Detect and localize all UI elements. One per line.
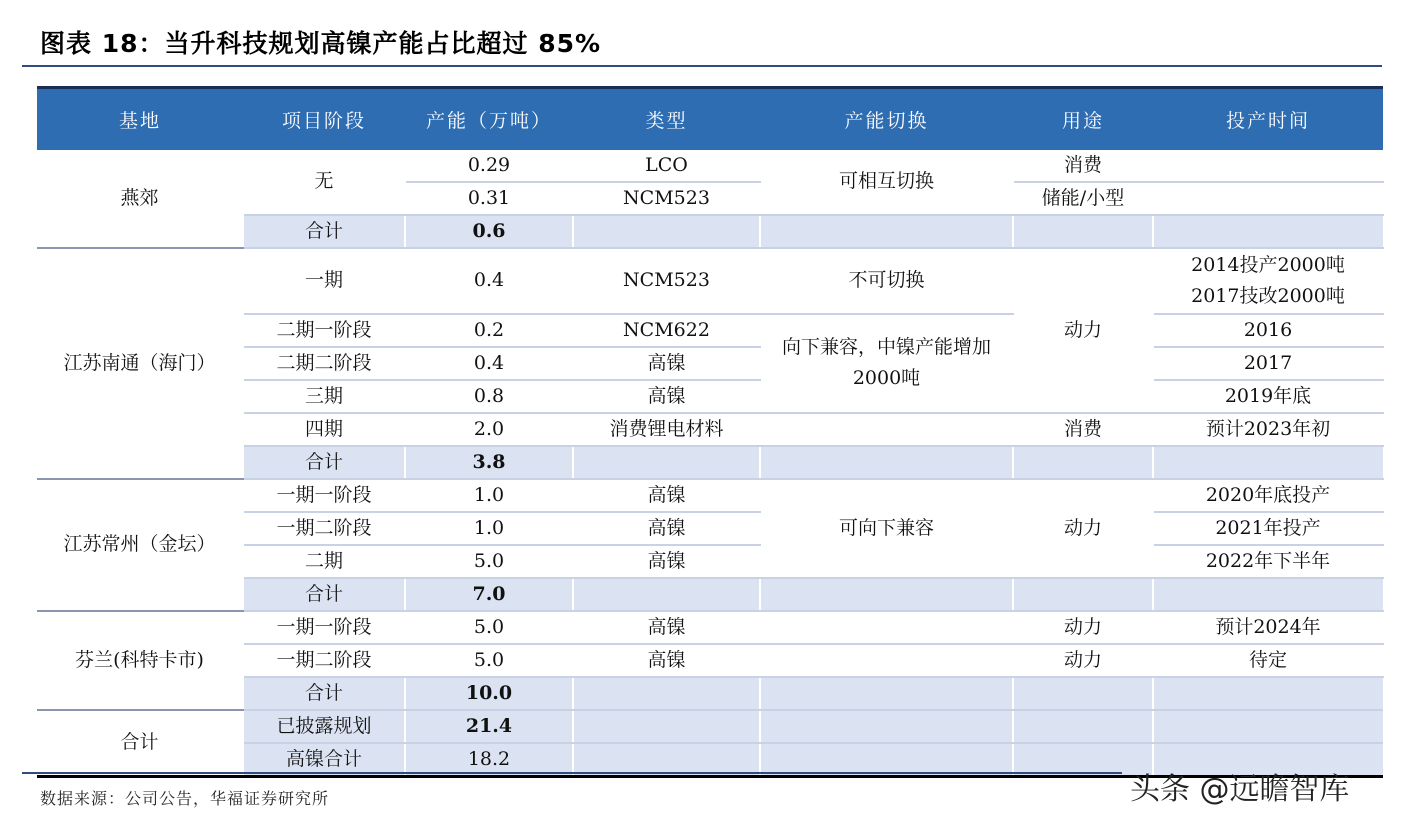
use-cell: 动力 bbox=[1013, 479, 1153, 578]
type-cell: 高镍 bbox=[573, 347, 760, 380]
capacity-cell: 1.0 bbox=[405, 479, 573, 512]
type-cell: 高镍 bbox=[573, 644, 760, 677]
capacity-cell: 0.2 bbox=[405, 314, 573, 347]
subtotal-label: 合计 bbox=[243, 446, 405, 479]
header-switch: 产能切换 bbox=[760, 88, 1013, 150]
header-base: 基地 bbox=[37, 88, 243, 150]
capacity-cell: 5.0 bbox=[405, 644, 573, 677]
type-cell: NCM523 bbox=[573, 248, 760, 314]
stage-cell: 二期二阶段 bbox=[243, 347, 405, 380]
stage-cell: 三期 bbox=[243, 380, 405, 413]
total-value: 18.2 bbox=[405, 743, 573, 777]
figure-title: 图表 18：当升科技规划高镍产能占比超过 85% bbox=[40, 29, 602, 58]
source-note: 数据来源：公司公告，华福证券研究所 bbox=[40, 789, 330, 808]
base-finland: 芬兰(科特卡市) bbox=[37, 611, 243, 710]
time-cell: 预计2024年 bbox=[1153, 611, 1383, 644]
stage-cell: 一期二阶段 bbox=[243, 512, 405, 545]
switch-cell: 可向下兼容 bbox=[760, 479, 1013, 578]
switch-cell: 不可切换 bbox=[760, 248, 1013, 314]
use-cell: 动力 bbox=[1013, 248, 1153, 413]
use-cell: 消费 bbox=[1013, 413, 1153, 446]
subtotal-value: 7.0 bbox=[405, 578, 573, 611]
type-cell: 高镍 bbox=[573, 611, 760, 644]
time-cell: 2020年底投产 bbox=[1153, 479, 1383, 512]
table-row bbox=[37, 611, 1383, 644]
footer-divider bbox=[22, 772, 1122, 774]
capacity-table bbox=[37, 86, 1384, 778]
time-cell: 2022年下半年 bbox=[1153, 545, 1383, 578]
stage-cell: 无 bbox=[243, 150, 405, 215]
total-label: 高镍合计 bbox=[243, 743, 405, 777]
use-cell: 消费 bbox=[1013, 150, 1153, 182]
capacity-cell: 0.4 bbox=[405, 248, 573, 314]
stage-cell: 二期一阶段 bbox=[243, 314, 405, 347]
capacity-cell: 2.0 bbox=[405, 413, 573, 446]
base-changzhou: 江苏常州（金坛） bbox=[37, 479, 243, 611]
stage-cell: 二期 bbox=[243, 545, 405, 578]
switch-cell: 可相互切换 bbox=[760, 150, 1013, 215]
type-cell: NCM622 bbox=[573, 314, 760, 347]
time-cell: 2017 bbox=[1153, 347, 1383, 380]
base-total: 合计 bbox=[37, 710, 243, 777]
time-cell bbox=[1153, 150, 1383, 182]
type-cell: 高镍 bbox=[573, 512, 760, 545]
capacity-cell: 5.0 bbox=[405, 545, 573, 578]
base-nantong: 江苏南通（海门） bbox=[37, 248, 243, 479]
table-row bbox=[37, 248, 1383, 314]
subtotal-value: 10.0 bbox=[405, 677, 573, 710]
capacity-cell: 0.8 bbox=[405, 380, 573, 413]
stage-cell: 一期 bbox=[243, 248, 405, 314]
capacity-cell: 1.0 bbox=[405, 512, 573, 545]
capacity-cell: 5.0 bbox=[405, 611, 573, 644]
capacity-cell: 0.29 bbox=[405, 150, 573, 182]
switch-cell bbox=[760, 413, 1013, 446]
total-value: 21.4 bbox=[405, 710, 573, 743]
base-yanjiao: 燕郊 bbox=[37, 150, 243, 248]
time-cell: 2021年投产 bbox=[1153, 512, 1383, 545]
switch-cell bbox=[760, 644, 1013, 677]
header-time: 投产时间 bbox=[1153, 88, 1383, 150]
table-row bbox=[37, 479, 1383, 512]
use-cell: 储能/小型 bbox=[1013, 182, 1153, 215]
total-label: 已披露规划 bbox=[243, 710, 405, 743]
stage-cell: 一期一阶段 bbox=[243, 611, 405, 644]
switch-cell bbox=[760, 611, 1013, 644]
header-type: 类型 bbox=[573, 88, 760, 150]
type-cell: 高镍 bbox=[573, 545, 760, 578]
type-cell: LCO bbox=[573, 150, 760, 182]
use-cell: 动力 bbox=[1013, 611, 1153, 644]
time-cell: 2016 bbox=[1153, 314, 1383, 347]
capacity-cell: 0.4 bbox=[405, 347, 573, 380]
subtotal-value: 3.8 bbox=[405, 446, 573, 479]
time-cell: 2014投产2000吨 2017技改2000吨 bbox=[1153, 248, 1383, 314]
subtotal-label: 合计 bbox=[243, 215, 405, 248]
watermark: 头条 @远瞻智库 bbox=[1130, 772, 1350, 807]
stage-cell: 一期一阶段 bbox=[243, 479, 405, 512]
time-cell: 待定 bbox=[1153, 644, 1383, 677]
subtotal-value: 0.6 bbox=[405, 215, 573, 248]
table-header-row bbox=[37, 88, 1383, 150]
capacity-cell: 0.31 bbox=[405, 182, 573, 215]
header-use: 用途 bbox=[1013, 88, 1153, 150]
time-cell: 预计2023年初 bbox=[1153, 413, 1383, 446]
total-row bbox=[37, 710, 1383, 743]
time-cell bbox=[1153, 182, 1383, 215]
use-cell: 动力 bbox=[1013, 644, 1153, 677]
subtotal-label: 合计 bbox=[243, 578, 405, 611]
stage-cell: 四期 bbox=[243, 413, 405, 446]
stage-cell: 一期二阶段 bbox=[243, 644, 405, 677]
type-cell: 高镍 bbox=[573, 380, 760, 413]
header-capacity: 产能（万吨） bbox=[405, 88, 573, 150]
type-cell: NCM523 bbox=[573, 182, 760, 215]
switch-cell: 向下兼容，中镍产能增加2000吨 bbox=[760, 314, 1013, 413]
type-cell: 高镍 bbox=[573, 479, 760, 512]
type-cell: 消费锂电材料 bbox=[573, 413, 760, 446]
header-stage: 项目阶段 bbox=[243, 88, 405, 150]
subtotal-label: 合计 bbox=[243, 677, 405, 710]
time-cell: 2019年底 bbox=[1153, 380, 1383, 413]
table-row bbox=[37, 150, 1383, 182]
title-divider bbox=[22, 65, 1382, 67]
